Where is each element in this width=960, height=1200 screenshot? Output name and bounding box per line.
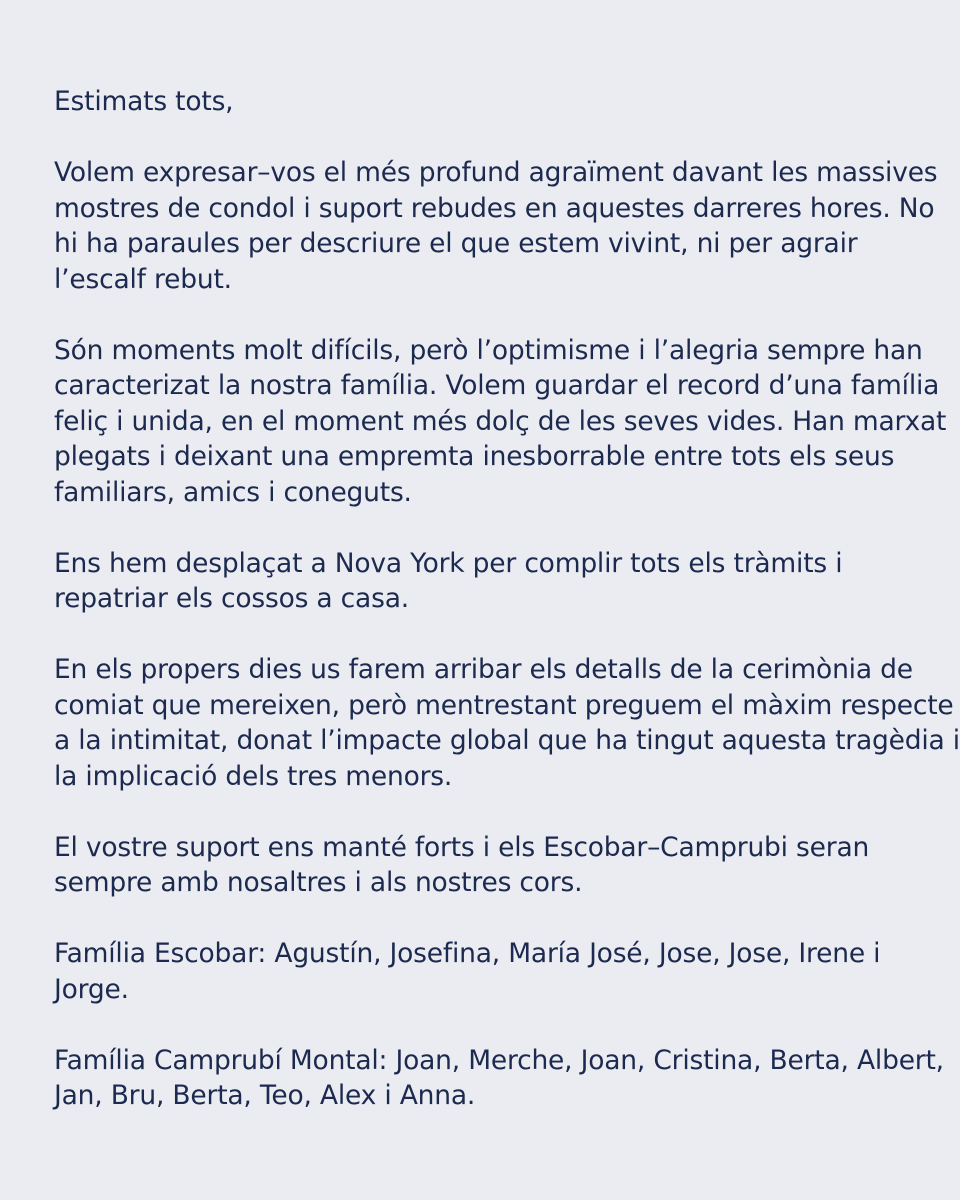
text-line: comiat que mereixen, però mentrestant preguem el màxim respecte (54, 689, 954, 721)
signature-camprubi-montal (54, 1043, 944, 1114)
paragraph-family-memory (54, 333, 947, 511)
text-line: En els propers dies us farem arribar els detalls de la cerimònia de (54, 654, 913, 685)
text-line: Família Camprubí Montal: Joan, Merche, Joan, Cristina, Berta, Albert, (54, 1044, 944, 1076)
greeting (54, 84, 924, 120)
condolence-letter (54, 84, 960, 1149)
greeting-line: Estimats tots, (54, 86, 234, 117)
text-line: Jorge. (54, 973, 129, 1005)
text-line: familiars, amics i coneguts. (54, 476, 412, 508)
text-line: a la intimitat, donat l’impacte global que ha tingut aquesta tragèdia i (54, 725, 960, 756)
text-line: caracterizat la nostra família. Volem guardar el record d’una família (54, 370, 940, 401)
text-line: repatriar els cossos a casa. (54, 583, 409, 614)
text-line: El vostre suport ens manté forts i els Escobar–Camprubi seran (54, 831, 870, 863)
paragraph-support (54, 830, 924, 901)
paragraph-ceremony (54, 652, 960, 794)
text-line: Són moments molt difícils, però l’optimisme i l’alegria sempre han (54, 334, 923, 366)
text-line: Jan, Bru, Berta, Teo, Alex i Anna. (54, 1080, 476, 1111)
text-line: plegats i deixant una empremta inesborrable entre tots els seus (54, 441, 895, 472)
text-line: sempre amb nosaltres i als nostres cors. (54, 867, 583, 898)
text-line: Volem expresar–vos el més profund agraïment davant les massives (54, 157, 938, 188)
text-line: mostres de condol i suport rebudes en aquestes darreres hores. No (54, 192, 935, 224)
text-line: hi ha paraules per descriure el que estem vivint, ni per agrair (54, 228, 858, 259)
paragraph-new-york (54, 546, 924, 617)
signature-escobar (54, 936, 924, 1007)
paragraph-gratitude (54, 155, 938, 297)
text-line: la implicació dels tres menors. (54, 760, 453, 792)
text-line: Família Escobar: Agustín, Josefina, María José, Jose, Jose, Irene i (54, 938, 881, 969)
text-line: Ens hem desplaçat a Nova York per complir tots els tràmits i (54, 547, 843, 579)
text-line: l’escalf rebut. (54, 263, 232, 295)
text-line: feliç i unida, en el moment més dolç de les seves vides. Han marxat (54, 405, 947, 437)
